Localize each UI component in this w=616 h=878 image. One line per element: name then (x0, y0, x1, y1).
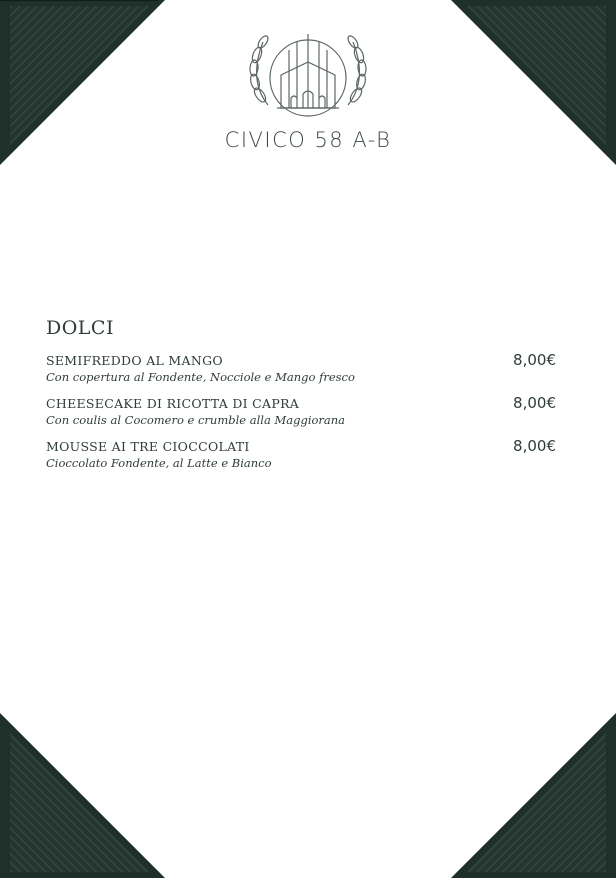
item-price: 8,00€ (513, 437, 556, 455)
item-description: Con coulis al Cocomero e crumble alla Maggiorana (46, 413, 346, 427)
corner-ornament-bottom-left (0, 708, 170, 878)
corner-ornament-bottom-right (446, 708, 616, 878)
item-price: 8,00€ (513, 394, 556, 412)
item-name: SEMIFREDDO AL MANGO (46, 353, 223, 368)
menu-item (46, 439, 556, 471)
item-description: Cioccolato Fondente, al Latte e Bianco (46, 456, 272, 470)
menu-item (46, 353, 556, 385)
item-name: MOUSSE AI TRE CIOCCOLATI (46, 439, 250, 454)
item-name: CHEESECAKE DI RICOTTA DI CAPRA (46, 396, 300, 411)
section-title: DOLCI (46, 317, 114, 339)
item-description: Con copertura al Fondente, Nocciole e Mango fresco (46, 370, 355, 384)
item-price: 8,00€ (513, 351, 556, 369)
cathedral-wreath-icon (233, 20, 383, 120)
menu-list (46, 353, 556, 482)
menu-item (46, 396, 556, 428)
brand-name: CIVICO 58 A-B (224, 128, 392, 152)
